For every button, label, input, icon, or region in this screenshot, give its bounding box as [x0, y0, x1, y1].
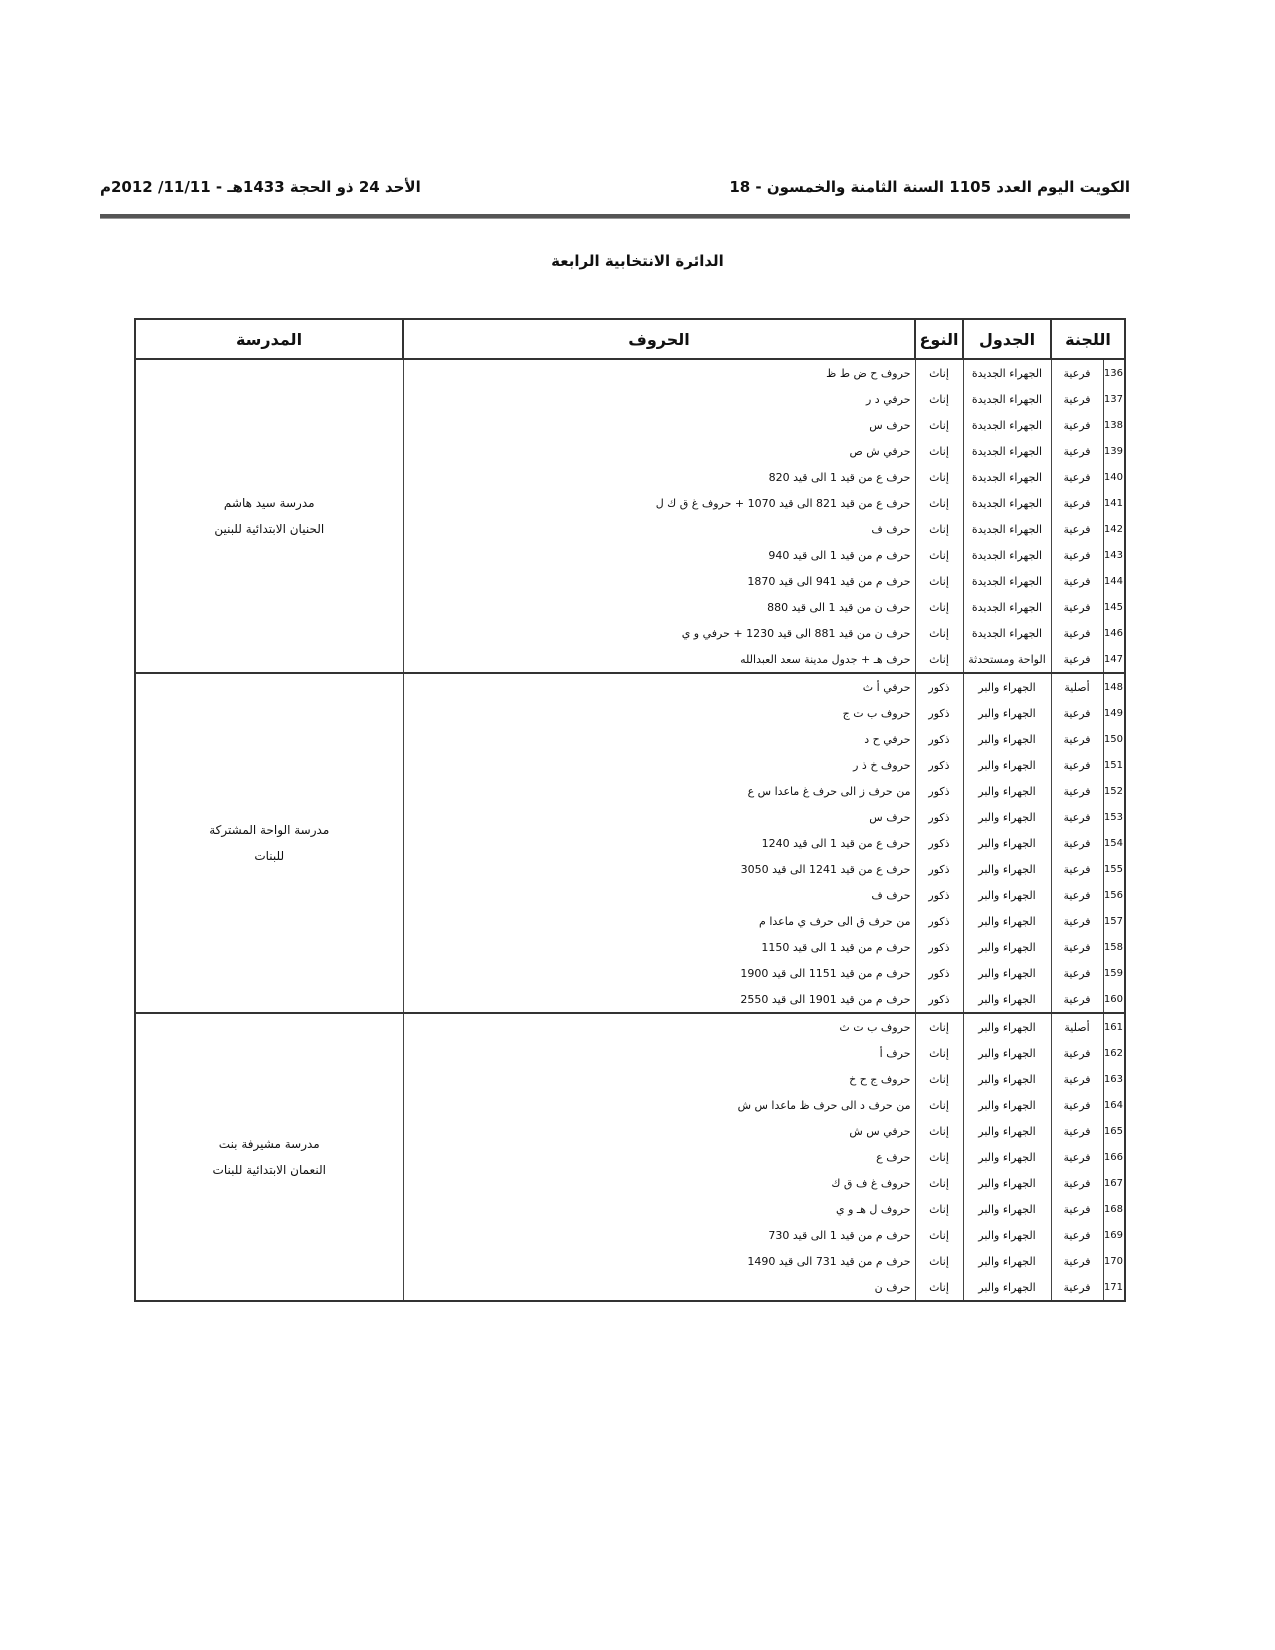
cell-naw: ذكور [915, 856, 963, 882]
cell-naw: إناث [915, 490, 963, 516]
cell-lajna: فرعية [1051, 700, 1103, 726]
cell-no: 170 [1103, 1248, 1125, 1274]
cell-jadwal: الجهراء الجديدة [963, 359, 1051, 386]
cell-lajna: فرعية [1051, 934, 1103, 960]
cell-jadwal: الجهراء الجديدة [963, 412, 1051, 438]
cell-lajna: فرعية [1051, 1170, 1103, 1196]
cell-no: 140 [1103, 464, 1125, 490]
cell-no: 171 [1103, 1274, 1125, 1301]
cell-naw: ذكور [915, 726, 963, 752]
cell-huruf: حرف ن [403, 1274, 915, 1301]
cell-huruf: حرف م من قيد 1 الى قيد 730 [403, 1222, 915, 1248]
cell-naw: إناث [915, 1248, 963, 1274]
cell-lajna: فرعية [1051, 568, 1103, 594]
committees-table [134, 318, 1126, 1302]
cell-no: 157 [1103, 908, 1125, 934]
header-lajna: اللجنة [1051, 319, 1125, 359]
cell-huruf: حرف ن من قيد 1 الى قيد 880 [403, 594, 915, 620]
cell-no: 156 [1103, 882, 1125, 908]
cell-lajna: فرعية [1051, 804, 1103, 830]
cell-jadwal: الجهراء والبر [963, 1118, 1051, 1144]
cell-lajna: فرعية [1051, 752, 1103, 778]
page-title: الدائرة الانتخابية الرابعة [551, 252, 724, 270]
cell-naw: إناث [915, 464, 963, 490]
cell-huruf: حروف ل هـ و ي [403, 1196, 915, 1222]
cell-no: 146 [1103, 620, 1125, 646]
cell-jadwal: الجهراء والبر [963, 778, 1051, 804]
cell-lajna: فرعية [1051, 1066, 1103, 1092]
cell-no: 167 [1103, 1170, 1125, 1196]
cell-naw: ذكور [915, 778, 963, 804]
cell-naw: إناث [915, 542, 963, 568]
cell-no: 155 [1103, 856, 1125, 882]
cell-jadwal: الجهراء الجديدة [963, 516, 1051, 542]
cell-jadwal: الواحة ومستحدثة [963, 646, 1051, 673]
header-school: المدرسة [135, 319, 403, 359]
cell-jadwal: الجهراء والبر [963, 804, 1051, 830]
cell-lajna: فرعية [1051, 542, 1103, 568]
cell-jadwal: الجهراء والبر [963, 856, 1051, 882]
cell-no: 139 [1103, 438, 1125, 464]
cell-naw: إناث [915, 438, 963, 464]
cell-jadwal: الجهراء والبر [963, 830, 1051, 856]
cell-no: 145 [1103, 594, 1125, 620]
cell-lajna: فرعية [1051, 1196, 1103, 1222]
cell-jadwal: الجهراء والبر [963, 700, 1051, 726]
cell-naw: إناث [915, 1066, 963, 1092]
cell-jadwal: الجهراء والبر [963, 752, 1051, 778]
cell-huruf: حروف ج ح خ [403, 1066, 915, 1092]
cell-naw: إناث [915, 386, 963, 412]
cell-lajna: فرعية [1051, 1040, 1103, 1066]
table-row [135, 359, 1125, 386]
cell-jadwal: الجهراء والبر [963, 908, 1051, 934]
school-name-line: مدرسة سيد هاشم [223, 496, 315, 510]
cell-jadwal: الجهراء والبر [963, 1222, 1051, 1248]
header-issue-info: الكويت اليوم العدد 1105 السنة الثامنة والخمسون - 18 [729, 178, 1130, 196]
cell-jadwal: الجهراء والبر [963, 934, 1051, 960]
cell-naw: ذكور [915, 960, 963, 986]
cell-huruf: حرف ع من قيد 1 الى قيد 1240 [403, 830, 915, 856]
cell-jadwal: الجهراء والبر [963, 1170, 1051, 1196]
cell-naw: إناث [915, 1222, 963, 1248]
cell-lajna: فرعية [1051, 1092, 1103, 1118]
cell-huruf: حرف ع من قيد 1241 الى قيد 3050 [403, 856, 915, 882]
cell-jadwal: الجهراء الجديدة [963, 490, 1051, 516]
cell-jadwal: الجهراء الجديدة [963, 620, 1051, 646]
cell-naw: ذكور [915, 752, 963, 778]
cell-lajna: فرعية [1051, 778, 1103, 804]
cell-no: 152 [1103, 778, 1125, 804]
cell-lajna: فرعية [1051, 726, 1103, 752]
cell-naw: ذكور [915, 830, 963, 856]
cell-naw: إناث [915, 359, 963, 386]
cell-naw: إناث [915, 1196, 963, 1222]
cell-jadwal: الجهراء والبر [963, 726, 1051, 752]
cell-jadwal: الجهراء والبر [963, 1013, 1051, 1040]
cell-huruf: حرف ف [403, 882, 915, 908]
cell-jadwal: الجهراء والبر [963, 1196, 1051, 1222]
cell-lajna: فرعية [1051, 490, 1103, 516]
cell-school [135, 673, 403, 1013]
cell-lajna: فرعية [1051, 1274, 1103, 1301]
cell-lajna: فرعية [1051, 960, 1103, 986]
cell-jadwal: الجهراء والبر [963, 1092, 1051, 1118]
cell-no: 169 [1103, 1222, 1125, 1248]
cell-naw: إناث [915, 1040, 963, 1066]
school-name-line: مدرسة مشيرفة بنت [218, 1137, 320, 1151]
cell-lajna: فرعية [1051, 359, 1103, 386]
cell-lajna: فرعية [1051, 620, 1103, 646]
cell-lajna: فرعية [1051, 594, 1103, 620]
cell-lajna: فرعية [1051, 830, 1103, 856]
school-name-line: للبنات [254, 849, 285, 863]
header-jadwal: الجدول [963, 319, 1051, 359]
cell-no: 154 [1103, 830, 1125, 856]
school-name-line: الحنيان الابتدائية للبنين [214, 522, 325, 536]
cell-huruf: حرف م من قيد 941 الى قيد 1870 [403, 568, 915, 594]
cell-no: 162 [1103, 1040, 1125, 1066]
cell-jadwal: الجهراء الجديدة [963, 438, 1051, 464]
cell-no: 168 [1103, 1196, 1125, 1222]
cell-lajna: أصلية [1051, 1013, 1103, 1040]
cell-jadwal: الجهراء والبر [963, 1066, 1051, 1092]
cell-naw: إناث [915, 594, 963, 620]
cell-huruf: حروف ب ت ث [403, 1013, 915, 1040]
cell-lajna: فرعية [1051, 1222, 1103, 1248]
cell-jadwal: الجهراء والبر [963, 1248, 1051, 1274]
cell-jadwal: الجهراء الجديدة [963, 464, 1051, 490]
table-row [135, 1013, 1125, 1040]
cell-no: 137 [1103, 386, 1125, 412]
cell-huruf: حرف أ [403, 1040, 915, 1066]
header-date: الأحد 24 ذو الحجة 1433هـ - 11/11/ 2012م [100, 178, 421, 196]
cell-no: 136 [1103, 359, 1125, 386]
cell-huruf: حرف م من قيد 1901 الى قيد 2550 [403, 986, 915, 1013]
cell-no: 141 [1103, 490, 1125, 516]
cell-jadwal: الجهراء والبر [963, 673, 1051, 700]
cell-huruf: حرف ع من قيد 821 الى قيد 1070 + حروف غ ق ك ل [403, 490, 915, 516]
cell-huruf: حرف ن من قيد 881 الى قيد 1230 + حرفي و ي [403, 620, 915, 646]
cell-no: 159 [1103, 960, 1125, 986]
cell-huruf: حروف ب ت ج [403, 700, 915, 726]
cell-lajna: فرعية [1051, 386, 1103, 412]
header-naw: النوع [915, 319, 963, 359]
cell-huruf: حرف م من قيد 1 الى قيد 1150 [403, 934, 915, 960]
page-header [100, 178, 1130, 206]
cell-huruf: حرف م من قيد 1 الى قيد 940 [403, 542, 915, 568]
cell-naw: إناث [915, 620, 963, 646]
cell-huruf: حرفي د ر [403, 386, 915, 412]
cell-no: 144 [1103, 568, 1125, 594]
cell-naw: إناث [915, 568, 963, 594]
cell-naw: إناث [915, 1118, 963, 1144]
cell-huruf: من حرف ز الى حرف غ ماعدا س ع [403, 778, 915, 804]
cell-huruf: من حرف ق الى حرف ي ماعدا م [403, 908, 915, 934]
cell-no: 161 [1103, 1013, 1125, 1040]
cell-no: 147 [1103, 646, 1125, 673]
cell-naw: ذكور [915, 700, 963, 726]
cell-no: 160 [1103, 986, 1125, 1013]
cell-naw: إناث [915, 1092, 963, 1118]
cell-no: 142 [1103, 516, 1125, 542]
cell-lajna: فرعية [1051, 1144, 1103, 1170]
cell-naw: إناث [915, 412, 963, 438]
cell-no: 150 [1103, 726, 1125, 752]
cell-jadwal: الجهراء والبر [963, 1144, 1051, 1170]
cell-huruf: حرفي ش ص [403, 438, 915, 464]
cell-lajna: فرعية [1051, 438, 1103, 464]
cell-no: 163 [1103, 1066, 1125, 1092]
cell-school [135, 359, 403, 673]
cell-huruf: حرفي س ش [403, 1118, 915, 1144]
cell-huruf: حرف م من قيد 731 الى قيد 1490 [403, 1248, 915, 1274]
cell-lajna: فرعية [1051, 1248, 1103, 1274]
cell-naw: ذكور [915, 908, 963, 934]
cell-huruf: حرف ع من قيد 1 الى قيد 820 [403, 464, 915, 490]
cell-no: 153 [1103, 804, 1125, 830]
cell-huruf: من حرف د الى حرف ظ ماعدا س ش [403, 1092, 915, 1118]
cell-huruf: حرف م من قيد 1151 الى قيد 1900 [403, 960, 915, 986]
cell-naw: إناث [915, 1170, 963, 1196]
cell-no: 165 [1103, 1118, 1125, 1144]
cell-jadwal: الجهراء الجديدة [963, 542, 1051, 568]
cell-lajna: فرعية [1051, 986, 1103, 1013]
cell-no: 164 [1103, 1092, 1125, 1118]
table-body [135, 359, 1125, 1301]
cell-huruf: حرف س [403, 804, 915, 830]
cell-naw: إناث [915, 646, 963, 673]
cell-lajna: فرعية [1051, 464, 1103, 490]
cell-jadwal: الجهراء والبر [963, 960, 1051, 986]
cell-naw: ذكور [915, 934, 963, 960]
cell-huruf: حرفي ح د [403, 726, 915, 752]
cell-no: 138 [1103, 412, 1125, 438]
cell-no: 143 [1103, 542, 1125, 568]
header-huruf: الحروف [403, 319, 915, 359]
cell-jadwal: الجهراء والبر [963, 1274, 1051, 1301]
cell-huruf: حرف ع [403, 1144, 915, 1170]
cell-jadwal: الجهراء والبر [963, 882, 1051, 908]
cell-huruf: حروف غ ف ق ك [403, 1170, 915, 1196]
cell-jadwal: الجهراء والبر [963, 986, 1051, 1013]
cell-huruf: حرفي أ ث [403, 673, 915, 700]
header-rule [100, 214, 1130, 219]
cell-no: 158 [1103, 934, 1125, 960]
table-row [135, 673, 1125, 700]
cell-huruf: حروف خ ذ ر [403, 752, 915, 778]
cell-naw: إناث [915, 516, 963, 542]
cell-jadwal: الجهراء الجديدة [963, 568, 1051, 594]
cell-naw: ذكور [915, 673, 963, 700]
cell-no: 149 [1103, 700, 1125, 726]
cell-naw: إناث [915, 1274, 963, 1301]
cell-huruf: حرف هـ + جدول مدينة سعد العبدالله [403, 646, 915, 673]
cell-lajna: فرعية [1051, 412, 1103, 438]
cell-huruf: حروف ح ض ط ظ [403, 359, 915, 386]
cell-naw: ذكور [915, 986, 963, 1013]
cell-jadwal: الجهراء الجديدة [963, 386, 1051, 412]
cell-no: 148 [1103, 673, 1125, 700]
cell-lajna: أصلية [1051, 673, 1103, 700]
cell-jadwal: الجهراء والبر [963, 1040, 1051, 1066]
cell-lajna: فرعية [1051, 646, 1103, 673]
cell-jadwal: الجهراء الجديدة [963, 594, 1051, 620]
cell-lajna: فرعية [1051, 908, 1103, 934]
cell-school [135, 1013, 403, 1301]
cell-lajna: فرعية [1051, 516, 1103, 542]
cell-lajna: فرعية [1051, 882, 1103, 908]
cell-naw: ذكور [915, 804, 963, 830]
cell-naw: ذكور [915, 882, 963, 908]
school-name-line: مدرسة الواحة المشتركة [209, 823, 330, 837]
cell-lajna: فرعية [1051, 1118, 1103, 1144]
cell-naw: إناث [915, 1013, 963, 1040]
cell-naw: إناث [915, 1144, 963, 1170]
cell-huruf: حرف ف [403, 516, 915, 542]
cell-lajna: فرعية [1051, 856, 1103, 882]
table-header-row [135, 319, 1125, 359]
school-name-line: النعمان الابتدائية للبنات [212, 1163, 326, 1177]
cell-huruf: حرف س [403, 412, 915, 438]
cell-no: 166 [1103, 1144, 1125, 1170]
cell-no: 151 [1103, 752, 1125, 778]
